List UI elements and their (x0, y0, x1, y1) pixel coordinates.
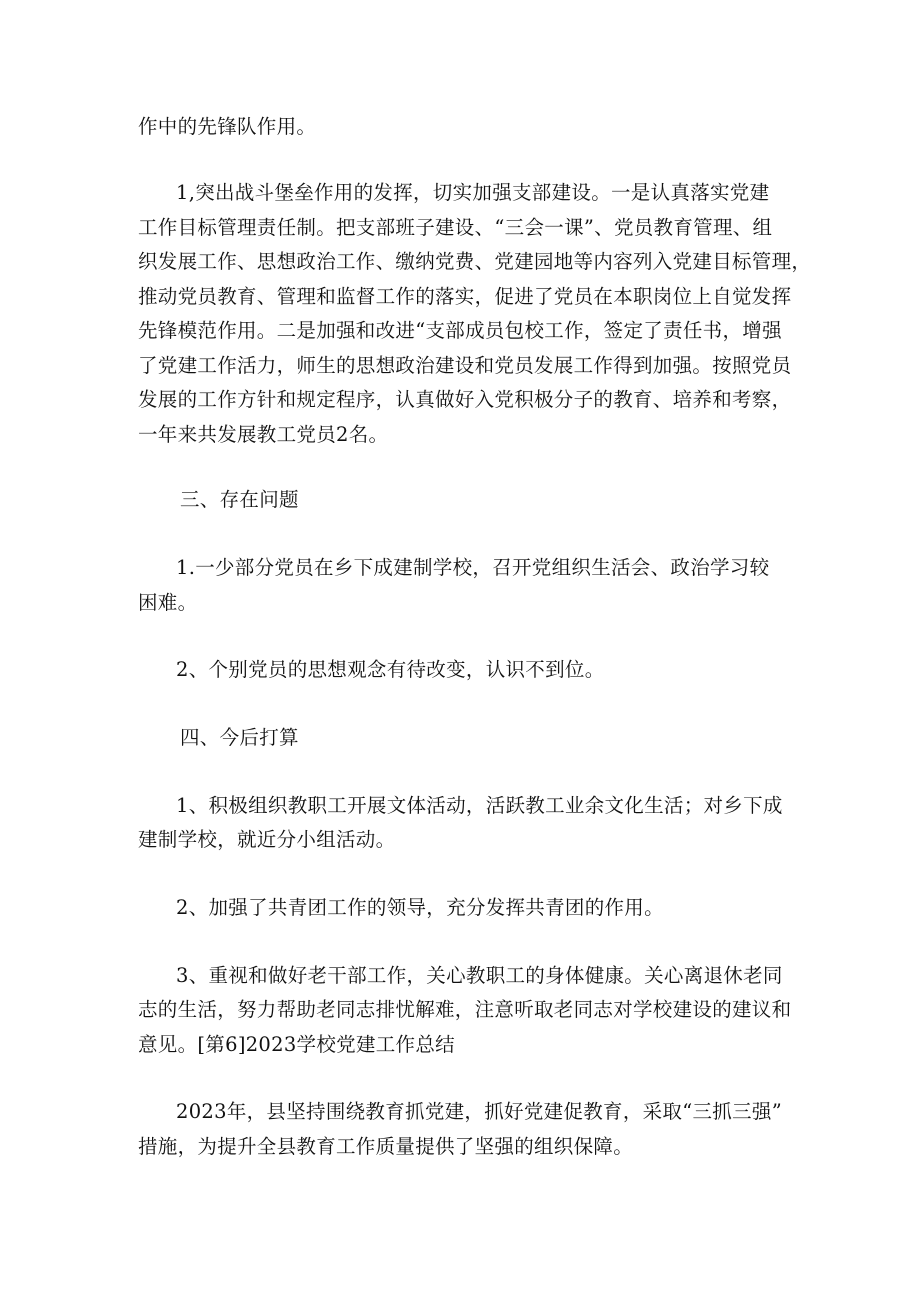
paragraph-line: 3、重视和做好老干部工作，关心教职工的身体健康。关心离退休老同 (176, 964, 783, 987)
paragraph-line: 志的生活，努力帮助老同志排忧解难，注意听取老同志对学校建设的建议和 (138, 998, 792, 1021)
paragraph-line: 建制学校，就近分小组活动。 (138, 828, 396, 851)
paragraph-line: 了党建工作活力，师生的思想政治建设和党员发展工作得到加强。按照党员 (138, 354, 792, 377)
paragraph-line: 织发展工作、思想政治工作、缴纳党费、党建园地等内容列入党建目标管理， (138, 250, 812, 273)
paragraph-line: 困难。 (138, 591, 198, 614)
paragraph-line: 先锋模范作用。二是加强和改进“支部成员包校工作，签定了责任书，增强 (138, 319, 782, 342)
paragraph-line: 作中的先锋队作用。 (138, 115, 317, 138)
paragraph-line: 推动党员教育、管理和监督工作的落实，促进了党员在本职岗位上自觉发挥 (138, 285, 792, 308)
paragraph-line: 1、积极组织教职工开展文体活动，活跃教工业余文化生活；对乡下成 (176, 794, 783, 817)
section-heading: 三、存在问题 (180, 488, 299, 511)
paragraph-line: 工作目标管理责任制。把支部班子建设、“三会一课”、党员教育管理、组 (138, 216, 773, 239)
section-heading: 四、今后打算 (180, 726, 299, 749)
paragraph-line: 1,突出战斗堡垒作用的发挥，切实加强支部建设。一是认真落实党建 (176, 181, 770, 204)
paragraph-line: 发展的工作方针和规定程序，认真做好入党积极分子的教育、培养和考察， (138, 388, 792, 411)
paragraph-line: 2、加强了共青团工作的领导，充分发挥共青团的作用。 (176, 896, 664, 919)
paragraph-line: 1.一少部分党员在乡下成建制学校，召开党组织生活会、政治学习较 (176, 556, 770, 579)
paragraph-line: 2023年，县坚持围绕教育抓党建，抓好党建促教育，采取“三抓三强” (176, 1100, 782, 1123)
paragraph-line: 一年来共发展教工党员2名。 (138, 423, 389, 446)
paragraph-line: 意见。[第6]2023学校党建工作总结 (138, 1033, 455, 1056)
paragraph-line: 措施，为提升全县教育工作质量提供了坚强的组织保障。 (138, 1135, 634, 1158)
paragraph-line: 2、个别党员的思想观念有待改变，认识不到位。 (176, 658, 605, 681)
